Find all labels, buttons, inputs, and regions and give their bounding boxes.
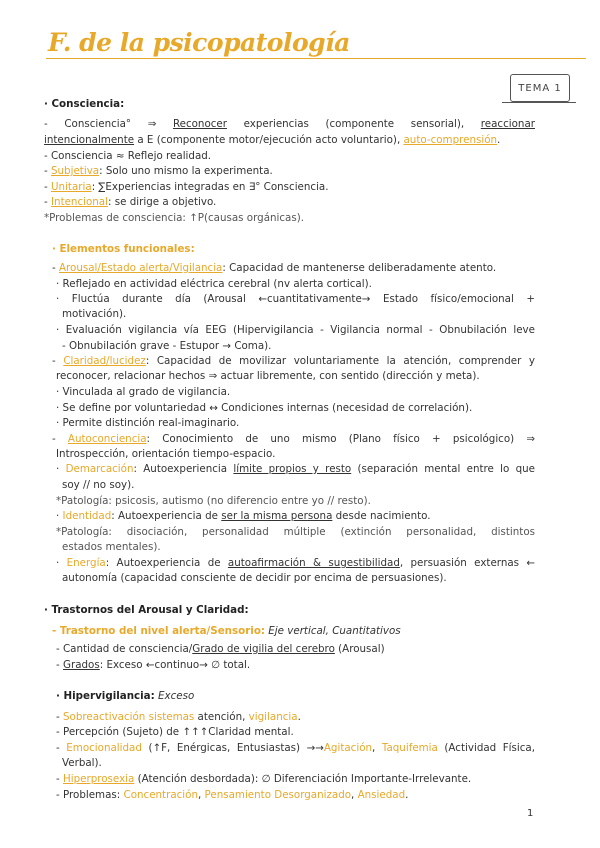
claridad-line-3: · Vinculada al grado de vigilancia. <box>56 386 231 398</box>
trastorno-line-1: - Cantidad de consciencia/Grado de vigilia del cerebro (Arousal) <box>56 643 385 655</box>
consciencia-line-5: - Unitaria: ∑Experiencias integradas en ∃° Consciencia. <box>44 181 329 193</box>
claridad-line-4: · Se define por voluntariedad ↔ Condiciones internas (necesidad de correlación). <box>56 402 473 414</box>
section-heading-trastornos: · Trastornos del Arousal y Claridad: <box>44 604 249 616</box>
consciencia-line-6: - Intencional: se dirige a objetivo. <box>44 196 217 208</box>
energia-line-2: autonomía (capacidad consciente de decidir por encima de persuasiones). <box>62 572 447 584</box>
hiper-line-6: - Problemas: Concentración, Pensamiento Desorganizado, Ansiedad. <box>56 789 409 801</box>
hiper-line-5: - Hiperprosexia (Atención desbordada): ∅ Diferenciación Importante-Irrelevante. <box>56 773 472 785</box>
hiper-line-2: - Percepción (Sujeto) de ↑↑↑Claridad mental. <box>56 726 294 738</box>
arousal-line-3: · Fluctúa durante día (Arousal ←cuantitativamente→ Estado físico/emocional + <box>56 293 535 305</box>
section-heading-elementos: · Elementos funcionales: <box>52 243 195 255</box>
identidad-line-3: estados mentales). <box>62 541 161 553</box>
arousal-line-1: - Arousal/Estado alerta/Vigilancia: Capacidad de mantenerse deliberadamente atento. <box>52 262 497 274</box>
consciencia-line-3: - Consciencia ≈ Reflejo realidad. <box>44 150 212 162</box>
page-number: 1 <box>527 808 534 819</box>
claridad-line-2: reconocer, relacionar hechos ⇒ actuar libremente, con sentido (dirección y meta). <box>56 370 480 382</box>
autoconciencia-line-1: - Autoconciencia: Conocimiento de uno mismo (Plano físico + psicológico) ⇒ <box>52 433 535 445</box>
demarcacion-line-3: *Patología: psicosis, autismo (no diferencio entre yo // resto). <box>56 495 371 507</box>
hiper-line-3: - Emocionalidad (↑F, Enérgicas, Entusiastas) →→Agitación, Taquifemia (Actividad Física, <box>56 742 536 754</box>
arousal-line-6: - Obnubilación grave - Estupor → Coma). <box>62 340 272 352</box>
arousal-line-2: · Reflejado en actividad eléctrica cerebral (nv alerta cortical). <box>56 278 372 290</box>
title-underline <box>46 58 586 59</box>
demarcacion-line-1: · Demarcación: Autoexperiencia límite propios y resto (separación mental entre lo que <box>56 463 535 475</box>
arousal-line-4: motivación). <box>62 308 127 320</box>
arousal-line-5: · Evaluación vigilancia vía EEG (Hipervigilancia - Vigilancia normal - Obnubilación leve <box>56 324 535 336</box>
section-heading-hipervigilancia: · Hipervigilancia: Exceso <box>56 690 195 702</box>
hiper-line-4: Verbal). <box>62 757 102 769</box>
energia-line-1: · Energía: Autoexperiencia de autoafirmación & sugestibilidad, persuasión externas ← <box>56 557 535 569</box>
demarcacion-line-2: soy // no soy). <box>62 479 135 491</box>
page-title: F. de la psicopatología <box>48 28 350 57</box>
consciencia-line-1: - Consciencia° ⇒ Reconocer experiencias (componente sensorial), reaccionar <box>44 118 535 130</box>
tema-badge: TEMA 1 <box>510 74 570 102</box>
trastorno-line-2: - Grados: Exceso ←continuo→ ∅ total. <box>56 659 251 671</box>
claridad-line-1: - Claridad/lucidez: Capacidad de movilizar voluntariamente la atención, comprender y <box>52 355 535 367</box>
autoconciencia-line-2: Introspección, orientación tiempo-espacio. <box>56 448 276 460</box>
consciencia-line-7: *Problemas de consciencia: ↑P(causas orgánicas). <box>44 212 305 224</box>
hiper-line-1: - Sobreactivación sistemas atención, vigilancia. <box>56 711 301 723</box>
identidad-line-1: · Identidad: Autoexperiencia de ser la misma persona desde nacimiento. <box>56 510 431 522</box>
consciencia-line-4: - Subjetiva: Solo uno mismo la experimenta. <box>44 165 273 177</box>
section-heading-consciencia: · Consciencia: <box>44 98 125 110</box>
identidad-line-2: *Patología: disociación, personalidad múltiple (extinción personalidad, distintos <box>56 526 535 538</box>
trastorno-subheading: - Trastorno del nivel alerta/Sensorio: Eje vertical, Cuantitativos <box>52 625 401 637</box>
claridad-line-5: · Permite distinción real-imaginario. <box>56 417 240 429</box>
tema-underline <box>502 102 576 103</box>
consciencia-line-2: intencionalmente a E (componente motor/ejecución acto voluntario), auto-comprensión. <box>44 134 501 146</box>
